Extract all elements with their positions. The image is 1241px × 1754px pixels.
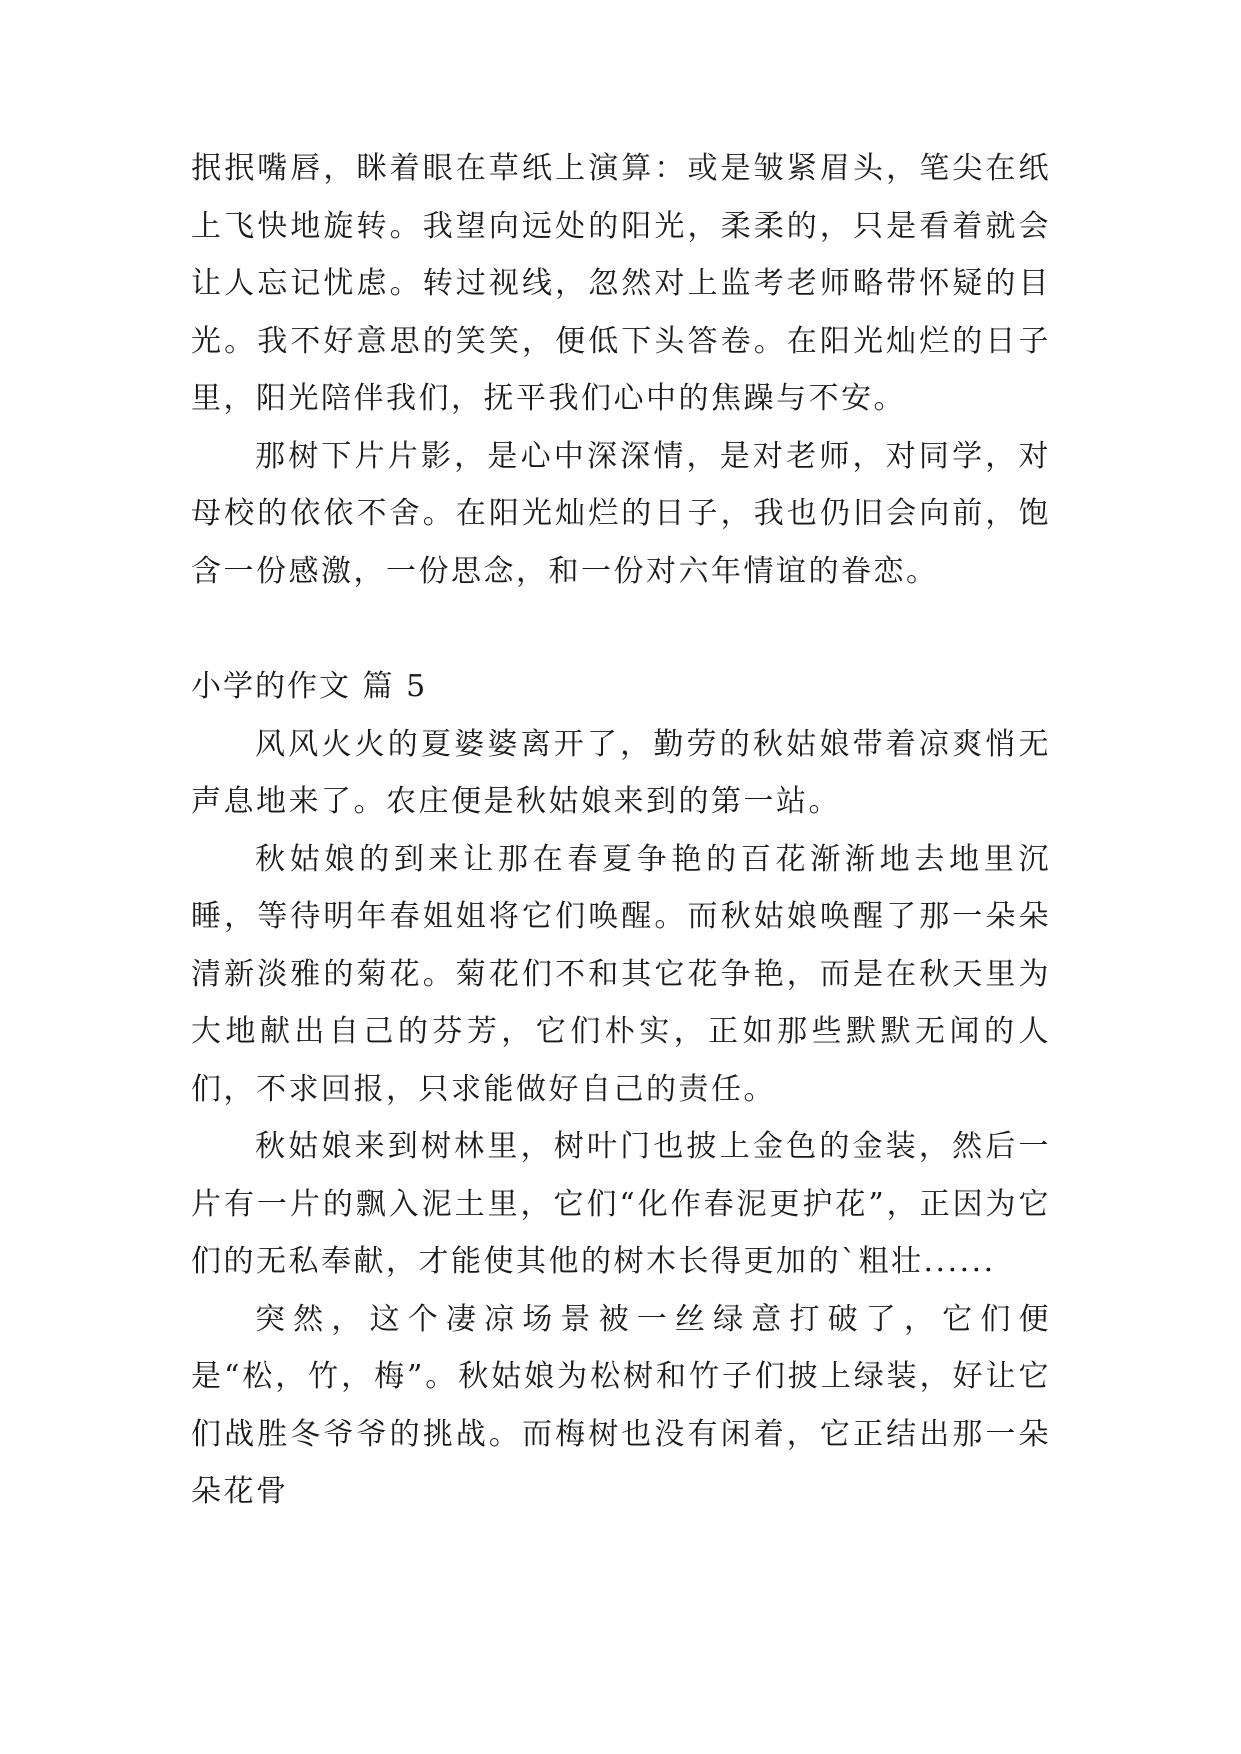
section-spacer <box>191 600 1051 658</box>
section-heading: 小学的作文 篇 5 <box>191 669 428 704</box>
paragraph: 突然，这个凄凉场景被一丝绿意打破了，它们便是“松，竹，梅”。秋姑娘为松树和竹子们披上绿装，好让它们战胜冬爷爷的挑战。而梅树也没有闲着，它正结出那一朵朵花骨 <box>191 1301 1051 1509</box>
paragraph: 风风火火的夏婆婆离开了，勤劳的秋姑娘带着凉爽悄无声息地来了。农庄便是秋姑娘来到的第一站。 <box>191 726 1051 819</box>
document-body <box>191 140 1051 1521</box>
paragraph-continued: 抿抿嘴唇，眯着眼在草纸上演算：或是皱紧眉头，笔尖在纸上飞快地旋转。我望向远处的阳光，柔柔的，只是看着就会让人忘记忧虑。转过视线，忽然对上监考老师略带怀疑的目光。我不好意思的笑笑，便低下头答卷。在阳光灿烂的日子里，阳光陪伴我们，抚平我们心中的焦躁与不安。 <box>191 151 1051 416</box>
paragraph: 秋姑娘的到来让那在春夏争艳的百花渐渐地去地里沉睡，等待明年春姐姐将它们唤醒。而秋姑娘唤醒了那一朵朵清新淡雅的菊花。菊花们不和其它花争艳，而是在秋天里为大地献出自己的芬芳，它们朴实，正如那些默默无闻的人们，不求回报，只求能做好自己的责任。 <box>191 841 1051 1107</box>
paragraph: 秋姑娘来到树林里，树叶门也披上金色的金装，然后一片有一片的飘入泥土里，它们“化作春泥更护花”，正因为它们的无私奉献，才能使其他的树木长得更加的`粗壮...... <box>191 1129 1051 1279</box>
paragraph: 那树下片片影，是心中深深情，是对老师，对同学，对母校的依依不舍。在阳光灿烂的日子，我也仍旧会向前，饱含一份感激，一份思念，和一份对六年情谊的眷恋。 <box>191 438 1051 589</box>
